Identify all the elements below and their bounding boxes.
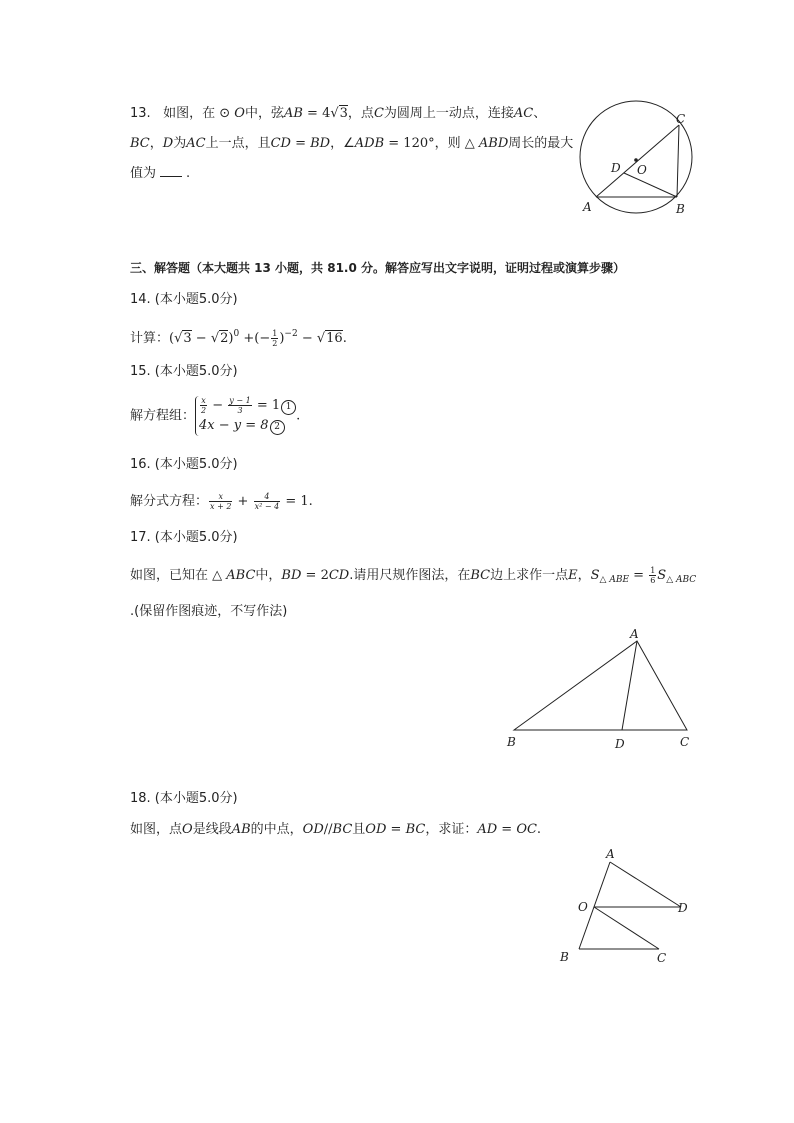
q15-system: 解方程组： $\frac{x}{2}$ − $\frac{y - 1}{3}$ = 1 1 4x − y = 8 2 . <box>130 396 300 437</box>
label-d: D <box>615 737 625 751</box>
q13-number: 13. <box>130 106 151 121</box>
segment-ad <box>622 641 637 730</box>
label-b: B <box>560 950 569 964</box>
label-o: O <box>637 163 647 177</box>
answer-blank[interactable] <box>160 164 182 177</box>
segment-bd <box>624 173 677 197</box>
q17-header: 17. (本小题5.0分) <box>130 530 238 545</box>
label-b: B <box>507 735 516 749</box>
triangle-abc <box>514 641 687 730</box>
q16-header: 16. (本小题5.0分) <box>130 457 238 472</box>
label-b: B <box>676 202 685 216</box>
q18-text: 如图，点O是线段AB的中点，OD//BC且OD = BC，求证：AD = OC. <box>130 822 542 837</box>
eq2-marker: 2 <box>270 420 285 435</box>
label-c: C <box>680 735 690 749</box>
section-title: 三、解答题（本大题共 13 小题，共 81.0 分。解答应写出文字说明，证明过程或演算步骤） <box>130 261 626 275</box>
q14-header: 14. (本小题5.0分) <box>130 292 238 307</box>
equation-system: $\frac{x}{2}$ − $\frac{y - 1}{3}$ = 1 1 4x − y = 8 2 <box>195 396 296 436</box>
label-d: D <box>678 901 688 915</box>
segment-ad <box>610 862 681 907</box>
q16-equation: 解分式方程： $\frac{x}{x + 2}$ + $\frac{4}{\text{x² − 4}}$ = 1. <box>130 492 313 511</box>
label-a: A <box>606 847 615 861</box>
segment-ac <box>596 125 679 197</box>
eq1-marker: 1 <box>281 400 296 415</box>
label-c: C <box>676 112 686 126</box>
q13-line2: BC，D为AC上一点，且CD = BD，∠ADB = 120°，则 △ ABD周长的最大 <box>130 136 574 151</box>
label-c: C <box>657 951 667 965</box>
center-point <box>634 158 638 162</box>
q15-header: 15. (本小题5.0分) <box>130 364 238 379</box>
segment-bc <box>677 125 679 197</box>
label-o: O <box>578 900 588 914</box>
q13-line3: 值为 . <box>130 166 191 181</box>
label-a: A <box>630 627 639 641</box>
q18-figure <box>556 844 696 968</box>
label-d: D <box>611 161 621 175</box>
q17-line1: 如图，已知在 △ ABC中，BD = 2CD.请用尺规作图法，在BC边上求作一点E，$S_{\triangle ABE}$ = $\frac{1}{6}$ $S_{\triangle ABC}$ <box>130 566 697 585</box>
q13-circle-figure <box>576 100 706 224</box>
label-a: A <box>583 200 592 214</box>
q14-expression: 计算：$(√3 - √2)^0$ +(− $\frac{1}{2}$ )$^{-2}$ − √16. <box>130 329 347 348</box>
q17-line2: .(保留作图痕迹，不写作法) <box>130 604 288 619</box>
q13-line1: 13. 如图，在 ⊙ O中，弦AB = 4√3，点C为圆周上一动点，连接AC、 <box>130 106 547 121</box>
segment-oc <box>594 907 659 949</box>
q18-header: 18. (本小题5.0分) <box>130 791 238 806</box>
q17-triangle-figure <box>500 624 700 752</box>
